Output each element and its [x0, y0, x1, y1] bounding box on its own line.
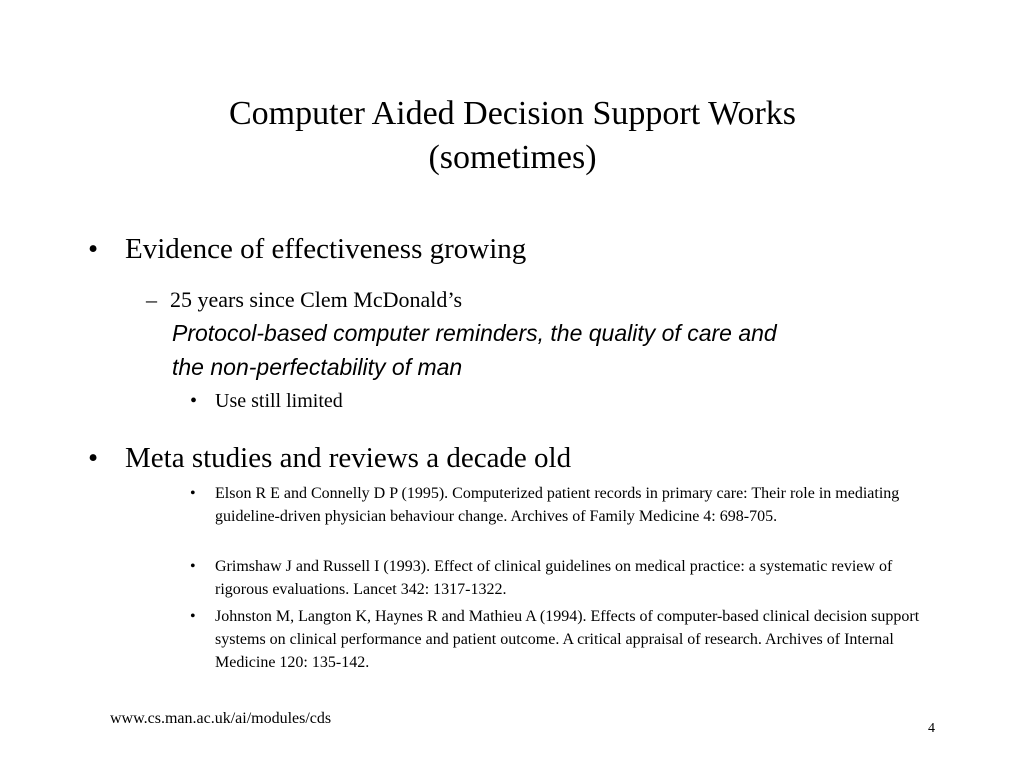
bullet-text: Evidence of effectiveness growing	[125, 233, 527, 265]
reference-text: Elson R E and Connelly D P (1995). Computerized patient records in primary care: Their role in mediating guideline-driven physician behaviour change. Archives of Family Medicine 4: 698-705.	[215, 485, 900, 525]
bullet-marker: •	[190, 608, 196, 625]
page-number: 4	[928, 721, 935, 736]
sub-bullet-text: 25 years since Clem McDonald’s	[170, 287, 463, 312]
sub-sub-bullet-text: Use still limited	[215, 390, 343, 412]
bullet-marker: •	[88, 233, 99, 265]
dash-marker: –	[146, 287, 157, 312]
bullet-marker: •	[190, 390, 198, 412]
title-line-1: Computer Aided Decision Support Works	[228, 95, 797, 132]
reference-text: Grimshaw J and Russell I (1993). Effect of clinical guidelines on medical practice: a systematic review of rigorous evaluations. Lancet 342: 1317-1322.	[215, 558, 893, 598]
bullet-marker: •	[190, 485, 196, 502]
title-line-2: (sometimes)	[428, 139, 597, 176]
paper-title-line-2: the non-perfectability of man	[172, 354, 463, 380]
reference-text: Johnston M, Langton K, Haynes R and Mathieu A (1994). Effects of computer-based clinical decision support systems on clinical performance and patient outcome. A critical appraisal of research. Archives of Internal Medicine 120: 135-142.	[215, 608, 920, 671]
bullet-text: Meta studies and reviews a decade old	[125, 442, 572, 474]
bullet-marker: •	[88, 442, 99, 474]
slide-title	[80, 92, 945, 180]
bullet-marker: •	[190, 558, 196, 575]
paper-title-line-1: Protocol-based computer reminders, the quality of care and	[172, 320, 777, 346]
footer-url: www.cs.man.ac.uk/ai/modules/cds	[110, 710, 332, 727]
